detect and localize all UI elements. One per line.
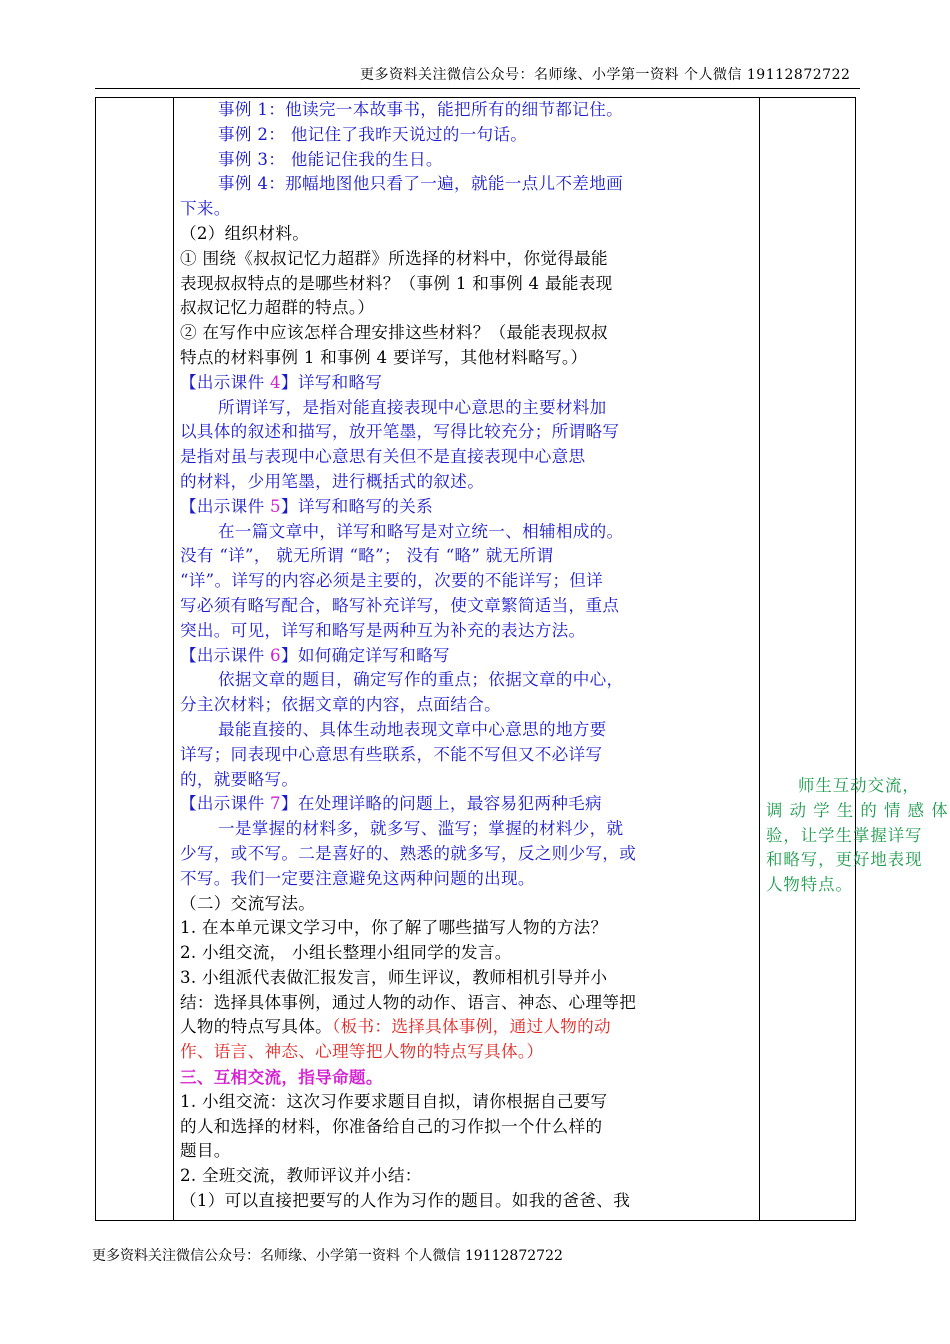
design-intent-note xyxy=(766,774,949,898)
text-line: 一是掌握的材料多，就多写、滥写；掌握的材料少，就 xyxy=(218,819,624,839)
main-column xyxy=(174,98,760,1220)
lesson-table xyxy=(95,97,949,1221)
text-line: 少写，或不写。二是喜好的、熟悉的就多写，反之则少写，或 xyxy=(180,843,637,863)
text-line: 1. 小组交流：这次习作要求题目自拟，请你根据自己要写 xyxy=(180,1091,608,1111)
text-line: 特点的材料事例 1 和事例 4 要详写，其他材料略写。） xyxy=(180,347,588,367)
courseware-heading: 【出示课件 7】在处理详略的问题上，最容易犯两种毛病 xyxy=(180,794,602,814)
text-line: 是指对虽与表现中心意思有关但不是直接表现中心意思 xyxy=(180,447,586,467)
text-line: 1. 在本单元课文学习中，你了解了哪些描写人物的方法？ xyxy=(180,918,608,938)
note-line: 调 动 学 生 的 情 感 体 xyxy=(766,800,949,820)
text-line: （1）可以直接把要写的人作为习作的题目。如我的爸爸、我 xyxy=(180,1191,631,1211)
text-line: 下来。 xyxy=(180,199,231,219)
text-line: 以具体的叙述和描写，放开笔墨，写得比较充分；所谓略写 xyxy=(180,422,620,442)
note-line: 和略写，更好地表现 xyxy=(766,850,923,870)
text-line: “详”。详写的内容必须是主要的，次要的不能详写；但详 xyxy=(180,571,604,591)
text-line: 3. 小组派代表做汇报发言，师生评议，教师相机引导并小 xyxy=(180,967,608,987)
text-line: 写必须有略写配合，略写补充详写，使文章繁简适当，重点 xyxy=(180,595,620,615)
text-line: ① 围绕《叔叔记忆力超群》所选择的材料中，你觉得最能 xyxy=(180,248,608,268)
text-line: 不写。我们一定要注意避免这两种问题的出现。 xyxy=(180,868,535,888)
text-line: 事例 4：那幅地图他只看了一遍，就能一点儿不差地画 xyxy=(218,174,623,194)
text-line: 在一篇文章中，详写和略写是对立统一、相辅相成的。 xyxy=(218,521,624,541)
left-column xyxy=(96,98,174,1220)
text-line: 结：选择具体事例，通过人物的动作、语言、神态、心理等把 xyxy=(180,992,637,1012)
text-line: ② 在写作中应该怎样合理安排这些材料？（最能表现叔叔 xyxy=(180,323,608,343)
page-header: 更多资料关注微信公众号：名师缘、小学第一资料 个人微信 19112872722 xyxy=(360,67,851,83)
text-line: 所谓详写，是指对能直接表现中心意思的主要材料加 xyxy=(218,397,607,417)
text-line: 没有 “详”， 就无所谓 “略”； 没有 “略” 就无所谓 xyxy=(180,546,554,566)
right-column xyxy=(760,98,949,1220)
note-line: 师生互动交流， xyxy=(798,776,920,795)
text-line: （二）交流写法。 xyxy=(180,893,316,913)
note-line: 人物特点。 xyxy=(766,875,853,895)
text-line: 2. 全班交流，教师评议并小结： xyxy=(180,1166,422,1186)
text-line: 依据文章的题目，确定写作的重点；依据文章的中心， xyxy=(218,670,624,690)
board-note-continued: 作、语言、神态、心理等把人物的特点写具体。） xyxy=(180,1042,544,1062)
text-line: 的材料，少用笔墨，进行概括式的叙述。 xyxy=(180,471,485,491)
text-line: 题目。 xyxy=(180,1141,231,1161)
text-line: 详写；同表现中心意思有些联系，不能不写但又不必详写 xyxy=(180,744,603,764)
page-footer: 更多资料关注微信公众号：名师缘、小学第一资料 个人微信 19112872722 xyxy=(92,1248,563,1264)
text-line: 2. 小组交流， 小组长整理小组同学的发言。 xyxy=(180,943,512,963)
courseware-heading: 【出示课件 4】详写和略写 xyxy=(180,372,383,392)
courseware-heading: 【出示课件 5】详写和略写的关系 xyxy=(180,496,433,516)
text-line: 事例 2： 他记住了我昨天说过的一句话。 xyxy=(218,124,528,144)
text-line: 的，就要略写。 xyxy=(180,769,299,789)
board-note: （板书：选择具体事例，通过人物的动 xyxy=(332,1017,611,1037)
text-line: （2）组织材料。 xyxy=(180,223,310,243)
text-line: 最能直接的、具体生动地表现文章中心意思的地方要 xyxy=(218,719,607,739)
main-content xyxy=(180,98,754,1214)
text-line: 事例 3： 他能记住我的生日。 xyxy=(218,149,443,169)
text-line: 的人和选择的材料，你准备给自己的习作拟一个什么样的 xyxy=(180,1116,603,1136)
text-line: 表现叔叔特点的是哪些材料？（事例 1 和事例 4 最能表现 xyxy=(180,273,613,293)
text-line: 叔叔记忆力超群的特点。） xyxy=(180,298,375,318)
text-line: 分主次材料；依据文章的内容，点面结合。 xyxy=(180,695,501,715)
section-heading: 三、互相交流，指导命题。 xyxy=(180,1067,383,1088)
text-line: 事例 1：他读完一本故事书，能把所有的细节都记住。 xyxy=(218,100,623,119)
note-line: 验，让学生掌握详写 xyxy=(766,825,923,845)
courseware-heading: 【出示课件 6】如何确定详写和略写 xyxy=(180,645,450,665)
header-divider xyxy=(95,88,860,89)
text-line: 突出。可见，详写和略写是两种互为补充的表达方法。 xyxy=(180,620,586,640)
text-line-with-board: 人物的特点写具体。（板书：选择具体事例，通过人物的动 xyxy=(180,1017,611,1037)
